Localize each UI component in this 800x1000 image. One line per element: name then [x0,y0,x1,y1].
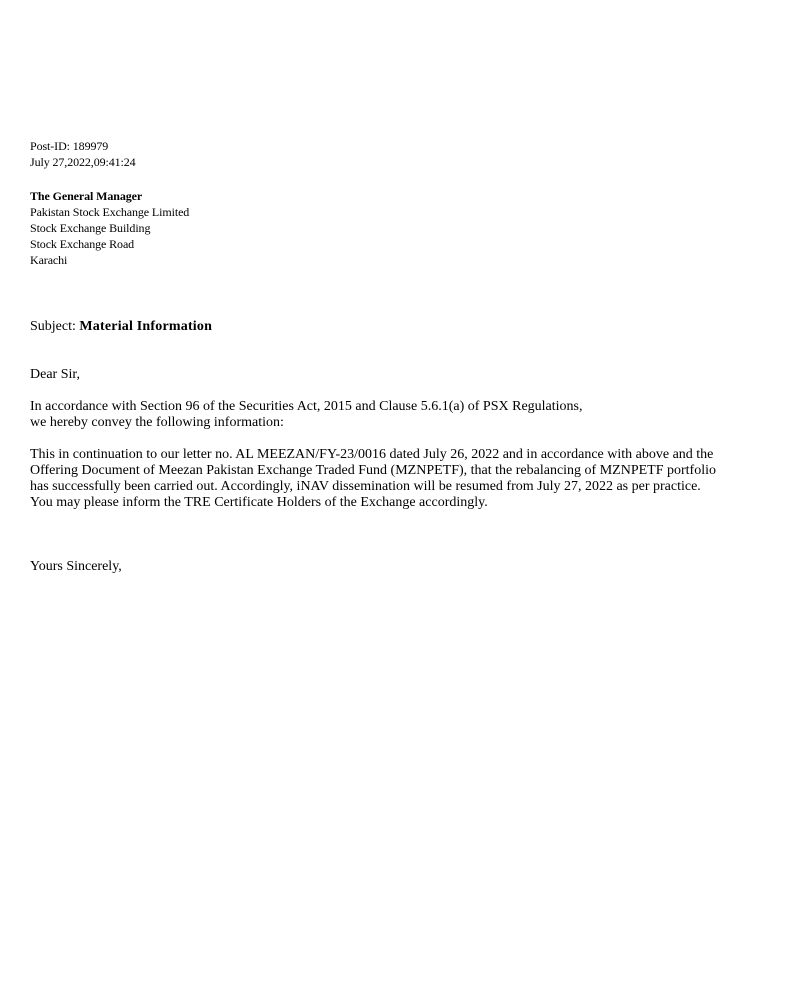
address-line: Pakistan Stock Exchange Limited [30,205,190,219]
paragraph-2 [30,447,790,511]
paragraph-line: Offering Document of Meezan Pakistan Exchange Traded Fund (MZNPETF), that the rebalancing of MZNPETF portfolio [30,463,716,478]
subject-label: Subject: [30,319,76,334]
paragraph-line: has successfully been carried out. Accordingly, iNAV dissemination will be resumed from July 27, 2022 as per practice. [30,479,701,494]
addressee: The General Manager [30,189,143,203]
paragraph-line: This in continuation to our letter no. AL MEEZAN/FY-23/0016 dated July 26, 2022 and in accordance with above and the [30,447,714,462]
post-meta [30,138,136,170]
address-line: Karachi [30,253,68,267]
salutation: Dear Sir, [30,367,80,382]
paragraph-1 [30,399,583,431]
closing: Yours Sincerely, [30,559,122,574]
paragraph-line: In accordance with Section 96 of the Securities Act, 2015 and Clause 5.6.1(a) of PSX Regulations, [30,399,583,414]
recipient-address [30,188,189,268]
address-line: Stock Exchange Building [30,221,151,235]
subject-text: Material Information [79,319,213,334]
letter-page [30,0,790,1000]
post-id: Post-ID: 189979 [30,139,109,153]
address-line: Stock Exchange Road [30,237,135,251]
post-timestamp: July 27,2022,09:41:24 [30,155,136,169]
paragraph-line: we hereby convey the following information: [30,415,284,430]
subject-line [30,318,212,336]
paragraph-line: You may please inform the TRE Certificate Holders of the Exchange accordingly. [30,495,488,510]
